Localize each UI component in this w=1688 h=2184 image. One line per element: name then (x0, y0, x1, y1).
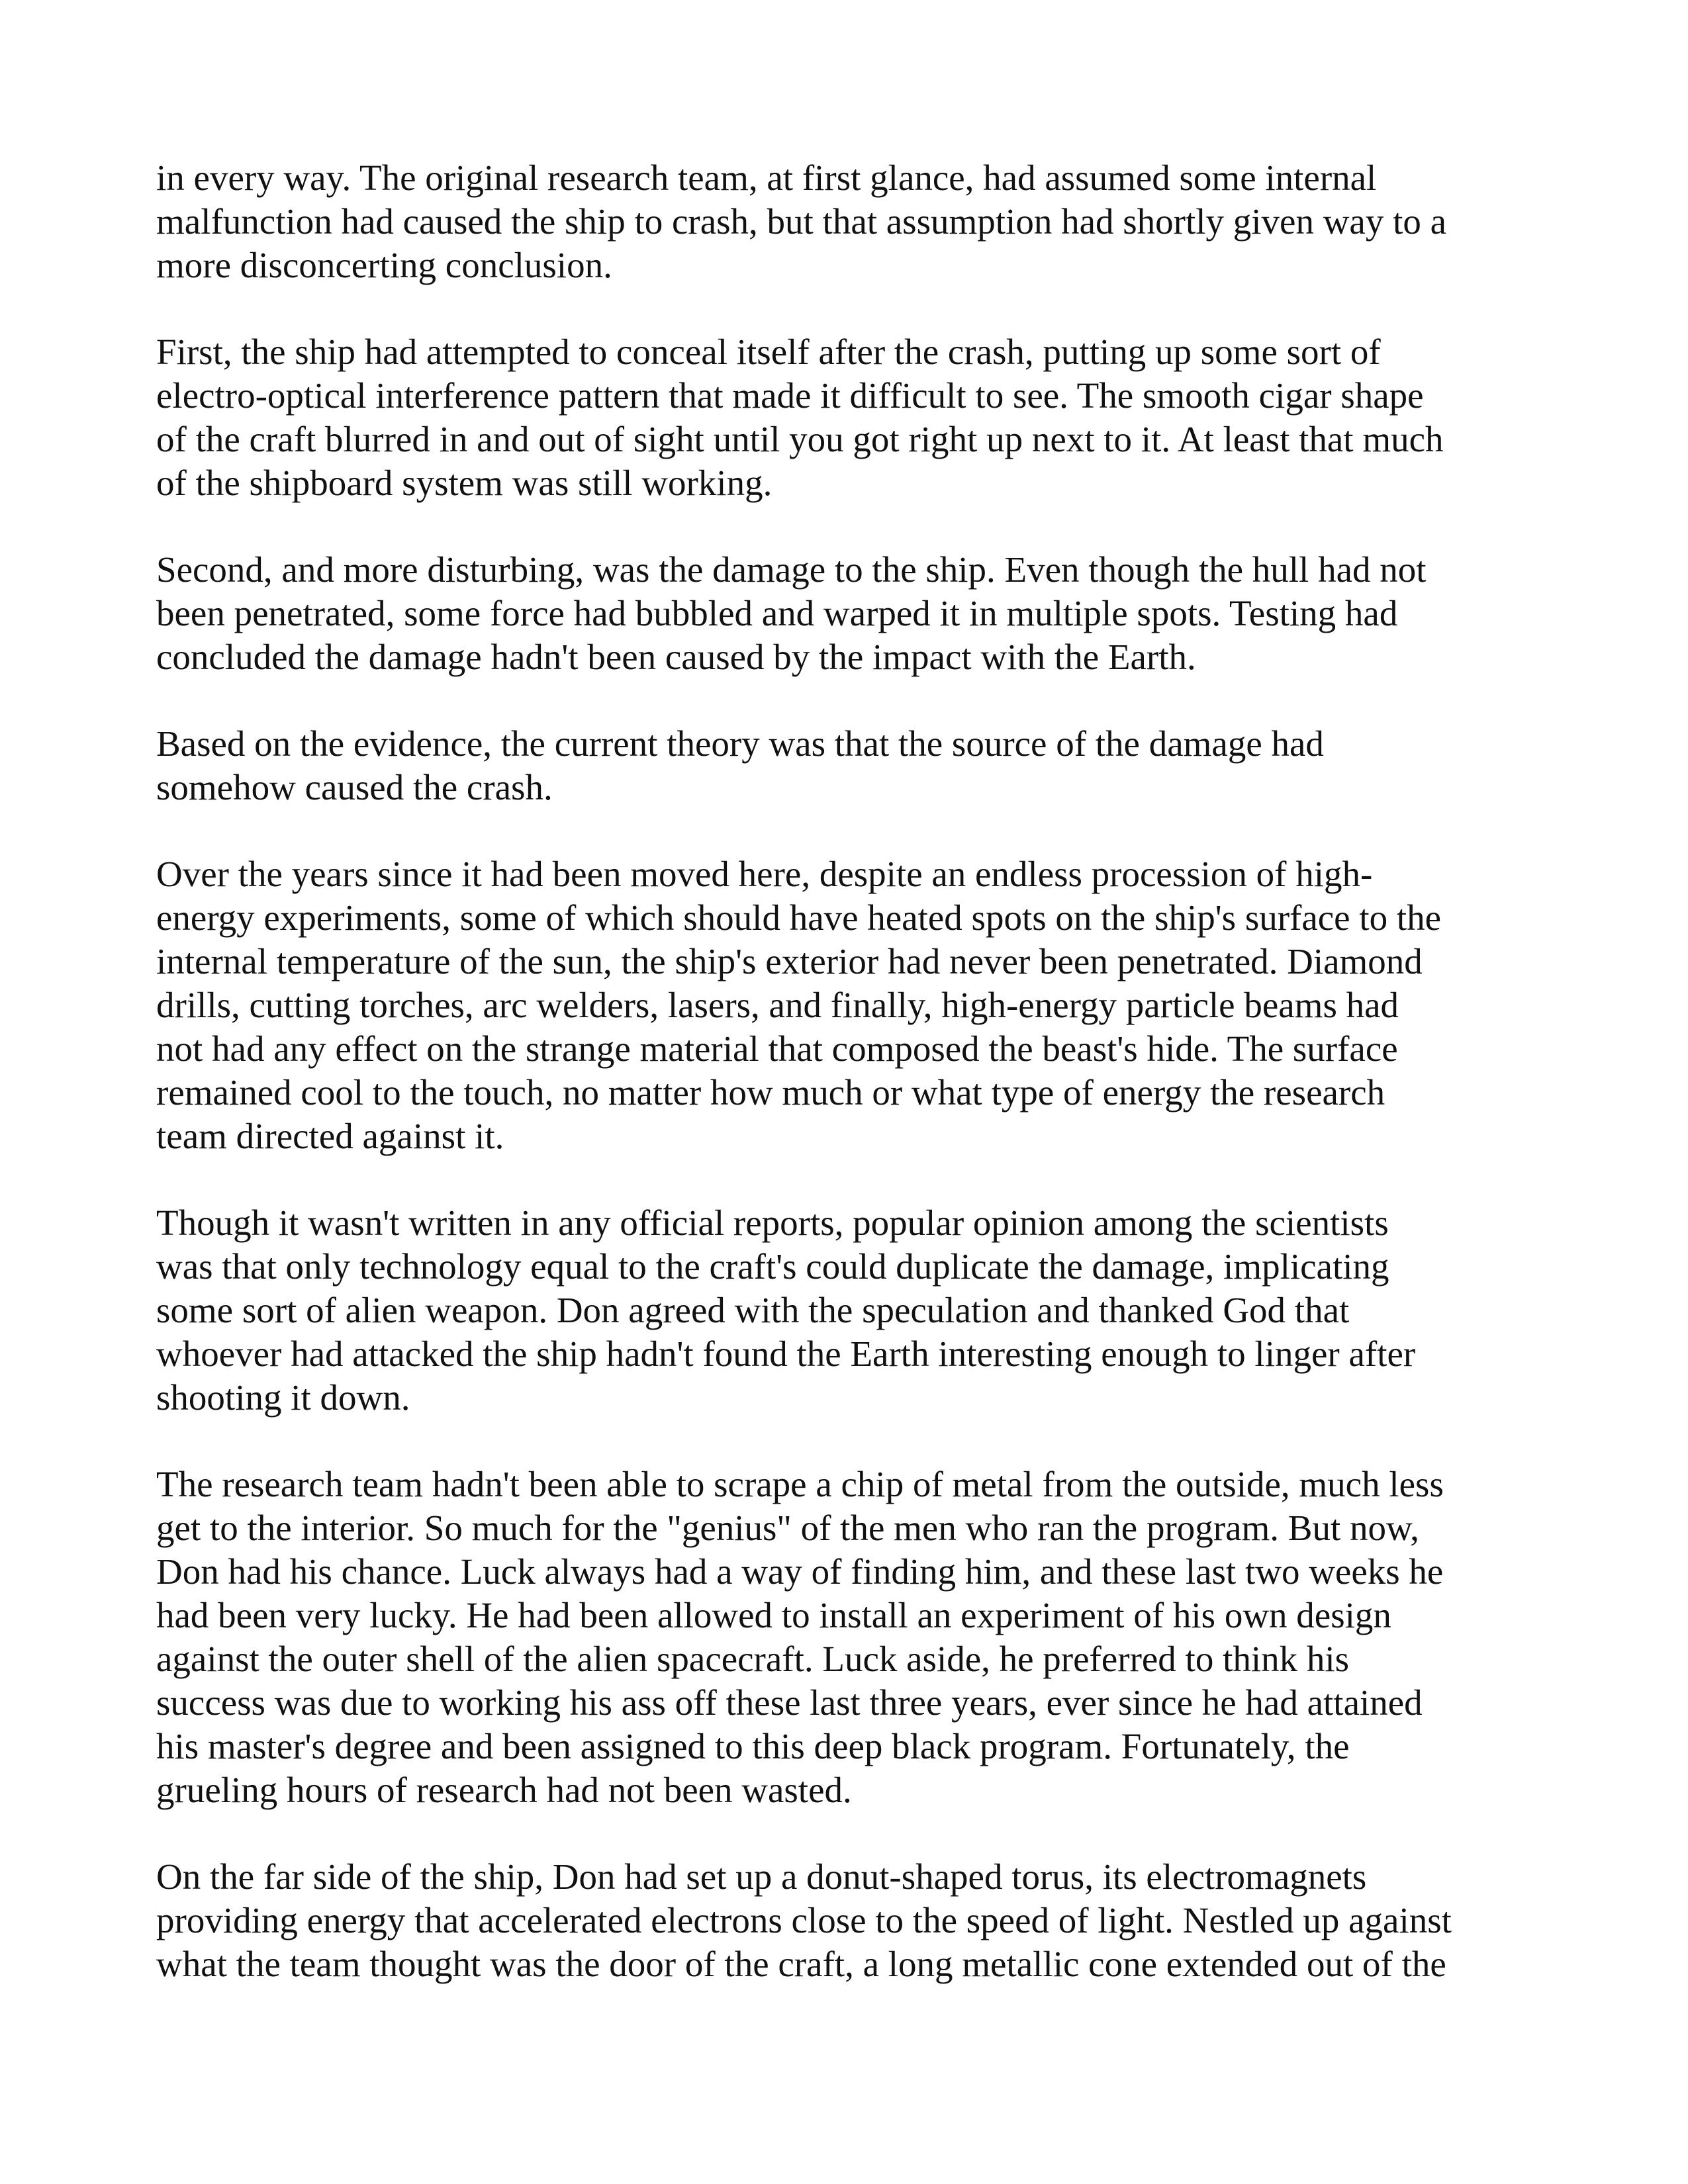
text-line: more disconcerting conclusion. (156, 245, 612, 285)
text-line: not had any effect on the strange material that composed the beast's hide. The surface (156, 1028, 1398, 1069)
text-line: in every way. The original research team, at first glance, had assumed some internal (156, 158, 1377, 198)
text-line: Over the years since it had been moved here, despite an endless procession of high- (156, 854, 1373, 894)
text-line: of the craft blurred in and out of sight until you got right up next to it. At least that much (156, 419, 1444, 459)
text-line: get to the interior. So much for the "genius" of the men who ran the program. But now, (156, 1508, 1419, 1548)
text-line: success was due to working his ass off these last three years, ever since he had attained (156, 1682, 1423, 1723)
text-line: The research team hadn't been able to scrape a chip of metal from the outside, much less (156, 1464, 1444, 1504)
text-line: his master's degree and been assigned to this deep black program. Fortunately, the (156, 1726, 1350, 1766)
text-line: shooting it down. (156, 1377, 410, 1418)
text-line: of the shipboard system was still working. (156, 463, 773, 503)
paragraph (156, 1855, 1533, 1986)
text-line: Though it wasn't written in any official reports, popular opinion among the scientists (156, 1203, 1389, 1243)
text-line: internal temperature of the sun, the ship's exterior had never been penetrated. Diamond (156, 941, 1423, 981)
text-line: providing energy that accelerated electrons close to the speed of light. Nestled up against (156, 1900, 1452, 1940)
text-line: electro-optical interference pattern that made it difficult to see. The smooth cigar shape (156, 375, 1424, 416)
text-line: team directed against it. (156, 1116, 504, 1156)
text-line: had been very lucky. He had been allowed to install an experiment of his own design (156, 1595, 1391, 1635)
text-line: Based on the evidence, the current theory was that the source of the damage had (156, 723, 1324, 764)
text-line: grueling hours of research had not been wasted. (156, 1770, 852, 1810)
body-text (156, 156, 1533, 2029)
text-line: concluded the damage hadn't been caused by the impact with the Earth. (156, 637, 1196, 677)
text-line: was that only technology equal to the craft's could duplicate the damage, implicating (156, 1246, 1389, 1287)
text-line: malfunction had caused the ship to crash, but that assumption had shortly given way to a (156, 201, 1447, 242)
paragraph (156, 852, 1533, 1158)
text-line: remained cool to the touch, no matter how much or what type of energy the research (156, 1072, 1385, 1113)
text-line: drills, cutting torches, arc welders, lasers, and finally, high-energy particle beams had (156, 985, 1399, 1025)
text-line: somehow caused the crash. (156, 767, 553, 807)
paragraph (156, 1201, 1533, 1420)
paragraph (156, 1463, 1533, 1812)
text-line: some sort of alien weapon. Don agreed with the speculation and thanked God that (156, 1290, 1350, 1330)
text-line: Don had his chance. Luck always had a way of finding him, and these last two weeks he (156, 1551, 1444, 1592)
text-line: what the team thought was the door of the craft, a long metallic cone extended out of the (156, 1944, 1446, 1984)
text-line: Second, and more disturbing, was the damage to the ship. Even though the hull had not (156, 549, 1427, 590)
paragraph (156, 156, 1533, 287)
text-line: On the far side of the ship, Don had set up a donut-shaped torus, its electromagnets (156, 1856, 1367, 1897)
paragraph (156, 548, 1533, 679)
text-line: been penetrated, some force had bubbled and warped it in multiple spots. Testing had (156, 593, 1398, 633)
text-line: First, the ship had attempted to conceal itself after the crash, putting up some sort of (156, 332, 1381, 372)
paragraph (156, 722, 1533, 809)
paragraph (156, 330, 1533, 505)
text-line: against the outer shell of the alien spacecraft. Luck aside, he preferred to think his (156, 1639, 1350, 1679)
text-line: whoever had attacked the ship hadn't found the Earth interesting enough to linger after (156, 1334, 1416, 1374)
text-line: energy experiments, some of which should have heated spots on the ship's surface to the (156, 897, 1442, 938)
